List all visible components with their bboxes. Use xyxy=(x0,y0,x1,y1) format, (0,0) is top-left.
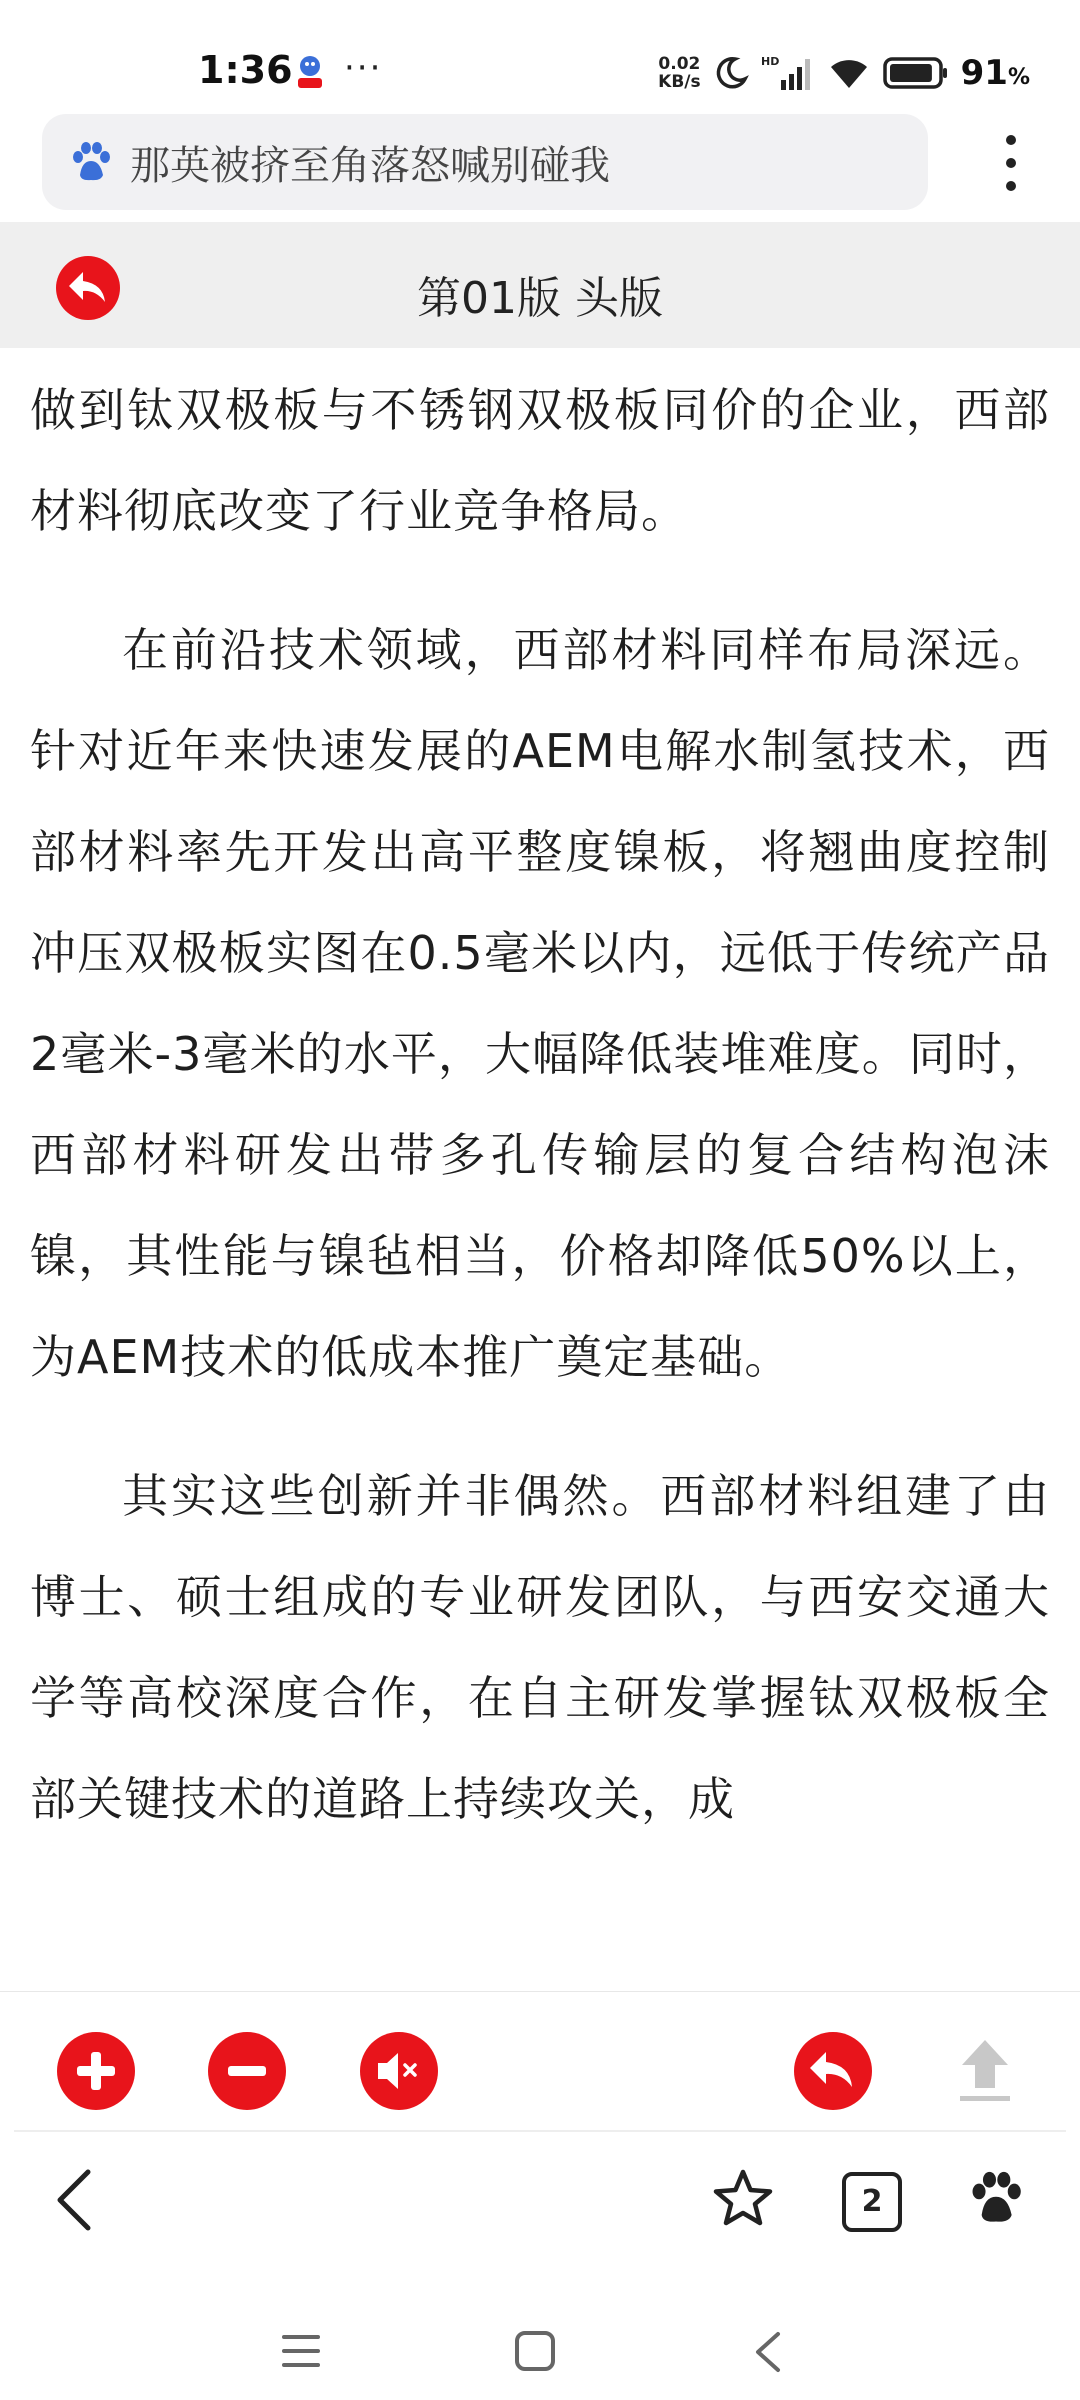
moon-icon xyxy=(713,55,749,91)
status-indicators xyxy=(658,50,1030,96)
page-title: 第01版 头版 xyxy=(417,273,663,324)
status-more-dots: ··· xyxy=(344,48,383,88)
status-bar xyxy=(0,0,1080,110)
return-icon[interactable] xyxy=(794,2032,872,2110)
network-speed: 0.02 KB/s xyxy=(658,54,701,92)
star-icon[interactable] xyxy=(712,2168,774,2230)
svg-text:HD: HD xyxy=(760,55,779,68)
back-chevron-icon[interactable] xyxy=(52,2168,96,2232)
tabs-button[interactable]: 2 xyxy=(842,2172,902,2232)
home-square-icon[interactable] xyxy=(514,2330,556,2372)
battery-percent: 91% xyxy=(960,53,1030,93)
mute-icon[interactable] xyxy=(360,2032,438,2110)
reader-tools-bar xyxy=(0,1992,1080,2132)
system-back-icon[interactable] xyxy=(752,2330,782,2374)
article-paragraph: 其实这些创新并非偶然。西部材料组建了由博士、硕士组成的专业研发团队，与西安交通大学等高校深度合作，在自主研发掌握钛双极板全部关键技术的道路上持续攻关，成 xyxy=(30,1469,1050,1826)
cellular-signal-icon xyxy=(761,54,815,92)
wifi-icon xyxy=(827,55,871,91)
zoom-out-icon[interactable] xyxy=(208,2032,286,2110)
scroll-top-icon[interactable] xyxy=(946,2032,1024,2110)
menu-icon[interactable] xyxy=(280,2332,322,2370)
status-time: 1:36 xyxy=(198,48,293,92)
search-query: 那英被挤至角落怒喊别碰我 xyxy=(130,142,610,189)
article-content xyxy=(30,360,1050,1990)
system-nav-bar xyxy=(0,2290,1080,2400)
more-vertical-icon[interactable] xyxy=(996,130,1026,196)
zoom-in-icon[interactable] xyxy=(57,2032,135,2110)
baidu-home-icon[interactable] xyxy=(966,2168,1026,2228)
article-paragraph: 做到钛双极板与不锈钢双极板同价的企业，西部材料彻底改变了行业竞争格局。 xyxy=(30,383,1050,538)
baidu-paw-icon xyxy=(68,139,114,185)
baidu-notification-icon xyxy=(290,52,330,92)
article-paragraph: 在前沿技术领域，西部材料同样布局深远。针对近年来快速发展的AEM电解水制氢技术，西部材料率先开发出高平整度镍板，将翘曲度控制冲压双极板实图在0.5毫米以内，远低于传统产品2毫米-3毫米的水平，大幅降低装堆难度。同时，西部材料研发出带多孔传输层的复合结构泡沫镍，其性能与镍毡相当，价格却降低50%以上，为AEM技术的低成本推广奠定基础。 xyxy=(30,623,1050,1384)
battery-icon xyxy=(883,56,949,90)
search-bar[interactable] xyxy=(42,114,928,210)
browser-nav-bar xyxy=(0,2132,1080,2282)
